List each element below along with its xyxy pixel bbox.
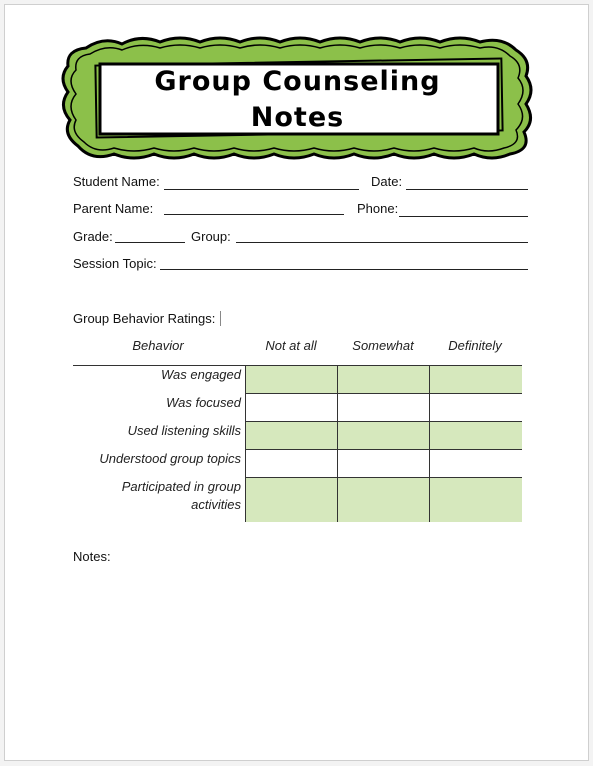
rating-cell[interactable] — [429, 450, 522, 478]
rating-cell[interactable] — [337, 450, 429, 478]
rating-cell[interactable] — [429, 394, 522, 422]
session-topic-label: Session Topic: — [73, 256, 157, 271]
rating-cell[interactable] — [245, 422, 337, 450]
rating-cell[interactable] — [337, 478, 429, 522]
rating-cell[interactable] — [429, 422, 522, 450]
rating-cell[interactable] — [337, 394, 429, 422]
student-name-label: Student Name: — [73, 174, 160, 189]
text-cursor — [220, 311, 221, 326]
rating-cell[interactable] — [245, 366, 337, 394]
ratings-heading: Group Behavior Ratings: — [73, 311, 216, 326]
row-label-used-listening-skills: Used listening skills — [127, 423, 241, 438]
rating-cell[interactable] — [429, 478, 522, 522]
page-title — [100, 64, 495, 133]
group-line[interactable] — [236, 242, 528, 243]
grade-label: Grade: — [73, 229, 113, 244]
rating-cell[interactable] — [245, 450, 337, 478]
rating-cell[interactable] — [245, 478, 337, 522]
column-header-definitely: Definitely — [448, 338, 502, 353]
title-line-1: Group Counseling — [154, 66, 441, 97]
row-label-was-focused: Was focused — [166, 395, 241, 410]
column-header-not-at-all: Not at all — [265, 338, 317, 353]
row-label-understood-group-topics: Understood group topics — [99, 451, 241, 466]
parent-name-line[interactable] — [164, 214, 344, 215]
rating-cell[interactable] — [429, 366, 522, 394]
notes-area[interactable] — [73, 570, 528, 740]
grade-line[interactable] — [115, 242, 185, 243]
notes-label: Notes: — [73, 549, 111, 564]
title-line-2: Notes — [250, 102, 345, 133]
row-label-participated-in-group-activities: Participated in group activities — [121, 479, 241, 512]
parent-name-label: Parent Name: — [73, 201, 154, 216]
row-label-was-engaged: Was engaged — [161, 367, 241, 382]
date-line[interactable] — [406, 189, 528, 190]
student-name-line[interactable] — [164, 189, 359, 190]
rating-cell[interactable] — [337, 366, 429, 394]
column-header-behavior: Behavior — [132, 338, 184, 353]
group-label: Group: — [191, 229, 231, 244]
session-topic-line[interactable] — [160, 269, 528, 270]
column-header-somewhat: Somewhat — [352, 338, 414, 353]
phone-line[interactable] — [399, 216, 528, 217]
rating-cell[interactable] — [337, 422, 429, 450]
rating-cell[interactable] — [245, 394, 337, 422]
date-label: Date: — [371, 174, 403, 189]
phone-label: Phone: — [357, 201, 399, 216]
